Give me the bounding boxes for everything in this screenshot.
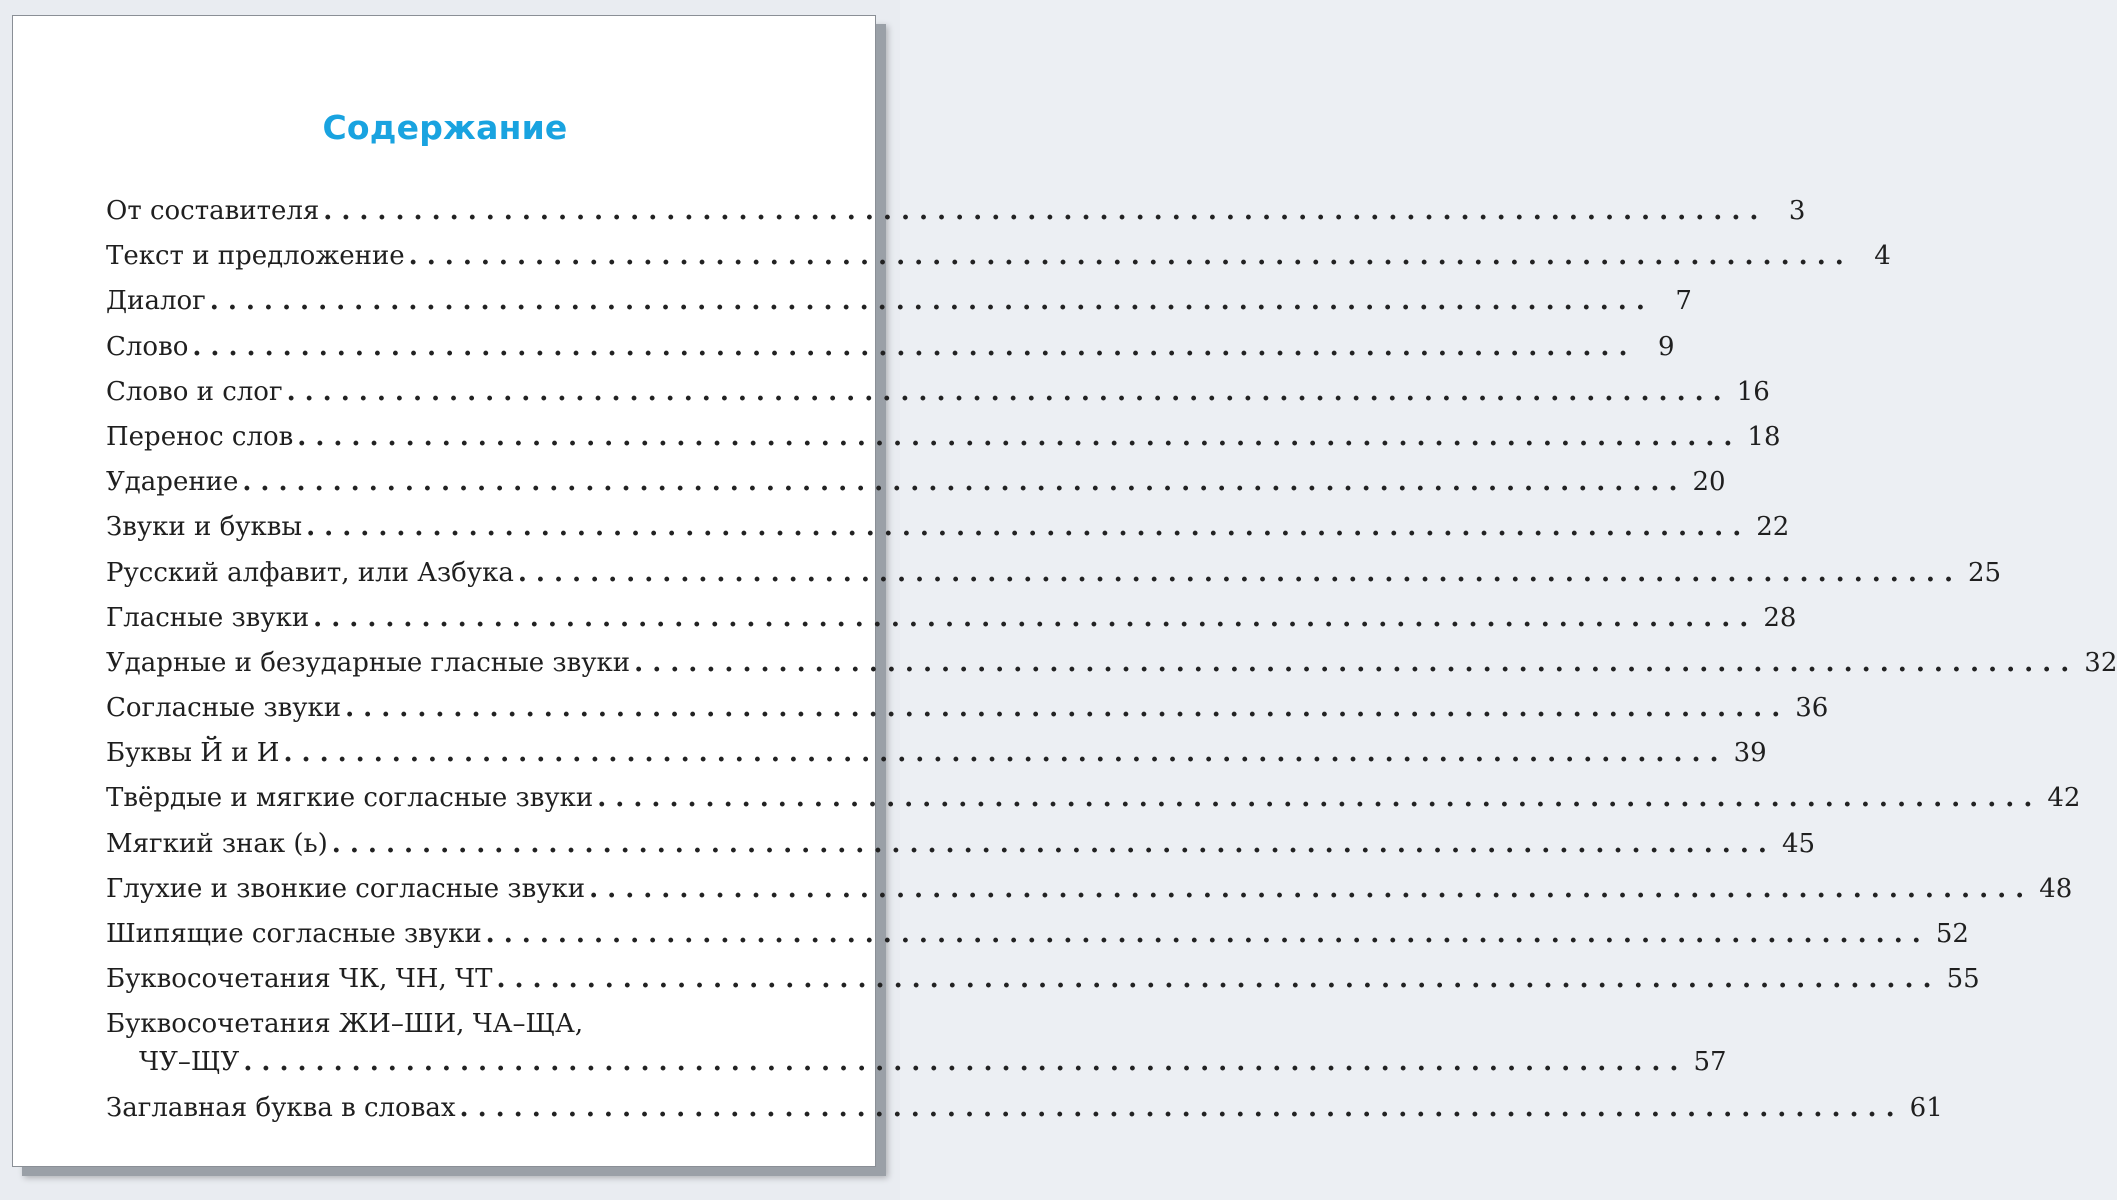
toc-entry-page: 36 xyxy=(1795,693,1829,724)
toc-entry-label: Ударение xyxy=(106,467,239,498)
toc-entry-page: 20 xyxy=(1692,467,1726,498)
toc-entry[interactable] xyxy=(106,873,2073,919)
document-page xyxy=(12,15,2117,1167)
toc-entry-page: 9 xyxy=(1657,331,1675,362)
toc-entry-label: Твёрдые и мягкие согласные звуки xyxy=(106,783,594,814)
toc-entry[interactable] xyxy=(106,241,1891,286)
toc-leader-dots: ................................................................................ xyxy=(297,421,1742,452)
toc-leader-dots: ................................................................................ xyxy=(192,331,1637,362)
toc-entry[interactable] xyxy=(106,738,1767,783)
toc-entry-label: Заглавная буква в словах xyxy=(106,1092,456,1123)
toc-leader-dots: ................................................................................ xyxy=(597,783,2042,814)
toc-leader-dots: ................................................................................ xyxy=(459,1092,1904,1123)
toc-leader-dots: ................................................................................ xyxy=(283,738,1728,769)
toc-entry[interactable] xyxy=(106,693,1829,738)
toc-entry-label: Ударные и безударные гласные звуки xyxy=(106,647,631,678)
toc-leader-dots: ................................................................................ xyxy=(209,286,1654,317)
toc-entry-label: От составителя xyxy=(106,196,320,226)
toc-entry[interactable] xyxy=(106,467,1726,512)
toc-entry[interactable] xyxy=(106,647,2117,693)
toc-leader-dots: ................................................................................ xyxy=(408,241,1853,272)
toc-entry-label: Слово xyxy=(106,331,189,362)
toc-entry-page: 25 xyxy=(1968,557,2002,588)
toc-entry-page: 4 xyxy=(1874,241,1891,272)
toc-entry-label: Русский алфавит, или Азбука xyxy=(106,557,514,588)
toc-entry-page: 18 xyxy=(1747,421,1781,452)
toc-entry-label: Слово и слог xyxy=(106,376,283,407)
toc-entry-label: Буквосочетания ЖИ–ШИ, ЧА–ЩА, xyxy=(106,1009,584,1040)
toc-entry-continuation[interactable] xyxy=(106,1047,1727,1092)
toc-entry-label: Гласные звуки xyxy=(106,602,310,633)
toc-entry-page: 32 xyxy=(2084,647,2117,678)
toc-entry-label: Мягкий знак (ь) xyxy=(106,828,328,859)
toc-entry-label: Перенос слов xyxy=(106,421,294,452)
toc-leader-dots: ................................................................................ xyxy=(589,873,2034,904)
toc-entry-page: 57 xyxy=(1693,1047,1727,1078)
toc-entry-label: Шипящие согласные звуки xyxy=(106,919,482,949)
toc-entry[interactable] xyxy=(106,512,1790,557)
toc-leader-dots: ................................................................................ xyxy=(306,512,1751,543)
toc-leader-dots: ................................................................................ xyxy=(243,1047,1688,1078)
toc-entry[interactable] xyxy=(106,286,1692,331)
toc-entry[interactable] xyxy=(106,196,1806,241)
toc-entry-page: 3 xyxy=(1788,196,1806,226)
toc-entry-label: Звуки и буквы xyxy=(106,512,303,543)
toc-entry-label: Текст и предложение xyxy=(106,241,405,272)
toc-entry-page: 7 xyxy=(1675,286,1692,317)
toc-leader-dots: ................................................................................ xyxy=(485,919,1930,949)
toc-entry[interactable] xyxy=(106,557,2002,603)
toc-entry[interactable] xyxy=(106,919,1969,964)
toc-entry-label: Буквы Й и И xyxy=(106,738,280,769)
toc-entry-page: 45 xyxy=(1781,828,1816,859)
toc-entry[interactable] xyxy=(106,783,2081,828)
toc-leader-dots: ................................................................................ xyxy=(242,467,1687,498)
toc-leader-dots: ................................................................................ xyxy=(496,964,1941,995)
toc-entry-page: 52 xyxy=(1935,919,1969,949)
toc-entry[interactable] xyxy=(106,964,1980,1009)
toc-entry-page: 48 xyxy=(2039,873,2073,904)
toc-entry-label: Буквосочетания ЧК, ЧН, ЧТ xyxy=(106,964,493,995)
toc-entry-page: 55 xyxy=(1946,964,1980,995)
toc-entry[interactable] xyxy=(106,602,1797,648)
toc-entry[interactable] xyxy=(106,376,1770,422)
toc-leader-dots: ................................................................................ xyxy=(286,376,1731,407)
toc-leader-dots: ................................................................................ xyxy=(313,602,1758,633)
toc-entry[interactable] xyxy=(106,331,1675,377)
toc-leader-dots: ................................................................................ xyxy=(323,196,1768,226)
toc-entry-page: 61 xyxy=(1909,1092,1943,1123)
toc-entry-label-continuation: ЧУ–ЩУ xyxy=(139,1047,240,1078)
toc-entry-label: Глухие и звонкие согласные звуки xyxy=(106,873,586,904)
toc-entry-page: 28 xyxy=(1763,602,1797,633)
toc-leader-dots: ................................................................................ xyxy=(634,647,2079,678)
toc-entry[interactable] xyxy=(106,1092,1943,1138)
toc-entry-label: Согласные звуки xyxy=(106,693,342,724)
table-of-contents xyxy=(106,196,2117,1138)
toc-entry-first-line[interactable] xyxy=(106,1009,784,1047)
toc-entry-page: 16 xyxy=(1736,376,1770,407)
toc-entry-page: 39 xyxy=(1733,738,1767,769)
toc-leader-dots: ................................................................................ xyxy=(345,693,1790,724)
toc-entry-page: 42 xyxy=(2047,783,2081,814)
toc-entry[interactable] xyxy=(106,421,1781,467)
toc-entry[interactable] xyxy=(106,828,1816,874)
toc-leader-dots: ................................................................................ xyxy=(517,557,1962,588)
toc-entry-page: 22 xyxy=(1756,512,1790,543)
toc-leader-dots: ................................................................................ xyxy=(331,828,1776,859)
toc-entry-label: Диалог xyxy=(106,286,206,317)
page-title: Содержание xyxy=(322,108,568,147)
